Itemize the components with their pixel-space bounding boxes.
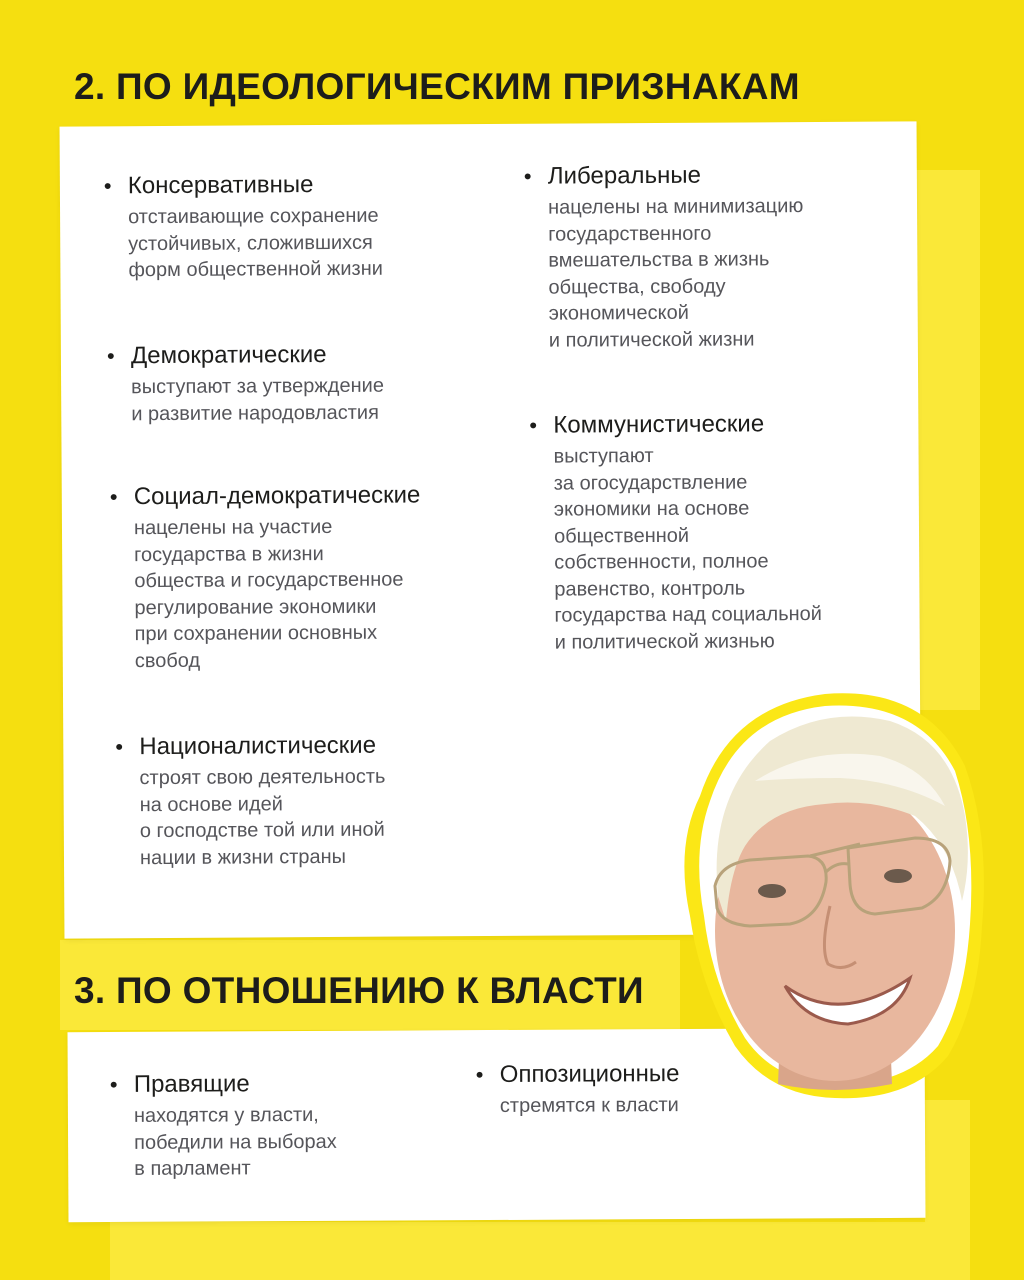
list-item-conservative <box>103 170 383 284</box>
list-item-ruling <box>109 1069 337 1183</box>
bullet-icon: • <box>103 173 112 199</box>
bullet-icon: • <box>115 734 124 760</box>
item-title-text: Оппозиционные <box>499 1060 680 1088</box>
bullet-icon: • <box>109 1071 118 1098</box>
bullet-icon: • <box>106 343 115 369</box>
bullet-icon: • <box>109 484 118 510</box>
item-title <box>109 480 421 512</box>
bullet-icon: • <box>529 412 538 438</box>
bullet-icon: • <box>475 1062 484 1088</box>
list-item-social-democratic <box>109 480 422 674</box>
item-title <box>115 731 385 763</box>
item-title-text: Правящие <box>133 1070 250 1098</box>
section-heading-ideology: 2. ПО ИДЕОЛОГИЧЕСКИМ ПРИЗНАКАМ <box>74 66 800 107</box>
item-title-text: Консервативные <box>127 171 314 200</box>
item-title <box>106 340 384 372</box>
list-item-opposition <box>475 1059 680 1119</box>
item-title <box>529 409 821 441</box>
item-title-text: Социал-демократические <box>133 481 421 511</box>
portrait-illustration <box>660 686 990 1106</box>
item-title <box>523 160 804 192</box>
item-description: стремятся к власти <box>499 1094 679 1117</box>
item-title-text: Либеральные <box>547 161 701 190</box>
item-title <box>475 1059 680 1090</box>
item-title-text: Демократические <box>130 340 327 370</box>
list-item-communist <box>529 409 822 656</box>
item-description: находятся у власти, победили на выборах в парламент <box>133 1103 337 1180</box>
item-description: выступают за утверждение и развитие народовластия <box>131 374 384 425</box>
list-item-liberal <box>523 160 805 354</box>
item-description: нацелены на минимизацию государственного вмешательства в жизнь общества, свободу экономической и политической жизни <box>547 195 804 352</box>
item-title <box>103 170 383 202</box>
list-item-democratic <box>106 340 384 428</box>
item-description: нацелены на участие государства в жизни общества и государственное регулирование экономики при сохранении основных свобод <box>133 515 404 672</box>
section-heading-power: 3. ПО ОТНОШЕНИЮ К ВЛАСТИ <box>74 970 644 1011</box>
background-shape-bottom-right <box>925 1100 970 1230</box>
item-description: строят свою деятельность на основе идей о господстве той или иной нации в жизни страны <box>139 765 386 869</box>
item-description: отстаивающие сохранение устойчивых, сложившихся форм общественной жизни <box>128 204 383 282</box>
item-title-text: Коммунистические <box>553 410 765 439</box>
item-title <box>109 1069 337 1100</box>
item-description: выступают за огосударствление экономики на основе общественной собственности, полное равенство, контроль государства над социальной и политической жизнью <box>553 445 822 654</box>
item-title-text: Националистические <box>139 731 377 761</box>
background-shape-bottom <box>110 1222 970 1280</box>
bullet-icon: • <box>523 163 532 189</box>
list-item-nationalist <box>115 731 386 871</box>
